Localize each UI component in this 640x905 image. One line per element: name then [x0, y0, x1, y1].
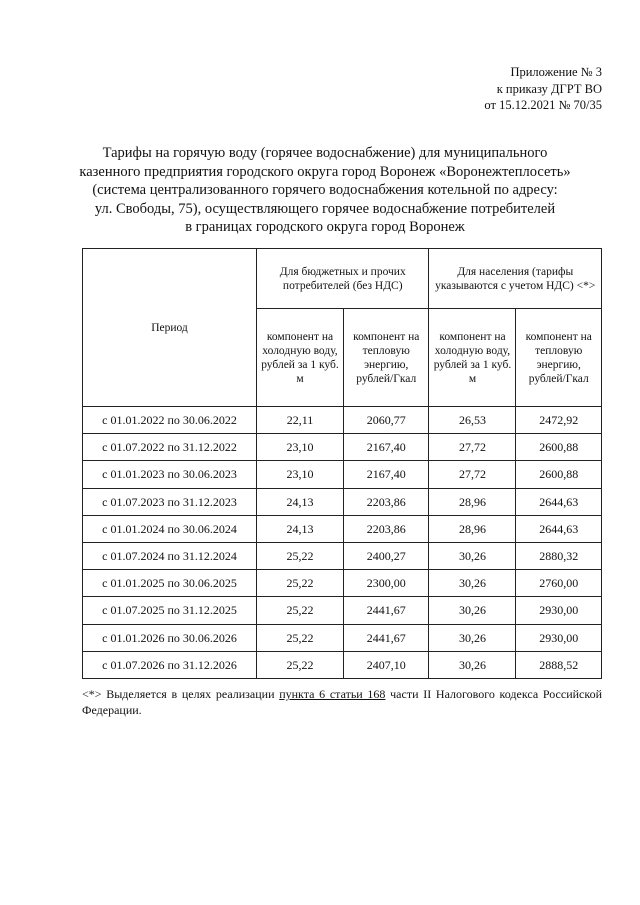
budget-heat-energy-cell: 2167,40: [343, 461, 429, 488]
population-cold-water-cell: 28,96: [429, 515, 516, 542]
budget-heat-energy-header: компонент на тепловую энергию, рублей/Гкал: [343, 309, 429, 407]
period-cell: с 01.07.2024 по 31.12.2024: [83, 542, 257, 569]
period-cell: с 01.01.2023 по 30.06.2023: [83, 461, 257, 488]
table-row: [83, 515, 602, 542]
period-cell: с 01.07.2025 по 31.12.2025: [83, 597, 257, 624]
population-cold-water-cell: 27,72: [429, 461, 516, 488]
budget-cold-water-cell: 24,13: [257, 515, 344, 542]
budget-cold-water-header: компонент на холодную воду, рублей за 1 куб. м: [257, 309, 344, 407]
budget-group-header: Для бюджетных и прочих потребителей (без НДС): [257, 249, 429, 309]
budget-heat-energy-cell: 2203,86: [343, 515, 429, 542]
title-line: казенного предприятия городского округа город Воронеж «Воронежтеплосеть»: [79, 163, 571, 180]
budget-cold-water-cell: 24,13: [257, 488, 344, 515]
footnote-text: <*> Выделяется в целях реализации: [82, 687, 280, 701]
budget-cold-water-cell: 23,10: [257, 461, 344, 488]
table-row: [83, 542, 602, 569]
period-cell: с 01.01.2026 по 30.06.2026: [83, 624, 257, 651]
population-cold-water-cell: 30,26: [429, 570, 516, 597]
period-cell: с 01.07.2026 по 31.12.2026: [83, 651, 257, 678]
budget-heat-energy-cell: 2203,86: [343, 488, 429, 515]
footnote: [82, 686, 602, 718]
population-cold-water-cell: 30,26: [429, 597, 516, 624]
period-cell: с 01.01.2022 по 30.06.2022: [83, 407, 257, 434]
budget-heat-energy-cell: 2441,67: [343, 597, 429, 624]
population-heat-energy-cell: 2880,32: [516, 542, 602, 569]
population-cold-water-cell: 30,26: [429, 651, 516, 678]
table-row: [83, 461, 602, 488]
tariff-table: [82, 248, 602, 679]
appendix-line: Приложение № 3: [510, 65, 602, 79]
tax-code-link[interactable]: пункта 6 статьи 168: [279, 687, 386, 701]
budget-cold-water-cell: 25,22: [257, 570, 344, 597]
budget-heat-energy-cell: 2407,10: [343, 651, 429, 678]
population-cold-water-cell: 26,53: [429, 407, 516, 434]
title-line: в границах городского округа город Воронеж: [185, 219, 465, 235]
population-heat-energy-cell: 2930,00: [516, 597, 602, 624]
budget-heat-energy-cell: 2060,77: [343, 407, 429, 434]
population-group-header: Для населения (тарифы указываются с учетом НДС) <*>: [429, 249, 602, 309]
period-cell: с 01.01.2025 по 30.06.2025: [83, 570, 257, 597]
budget-cold-water-cell: 25,22: [257, 624, 344, 651]
table-row: [83, 624, 602, 651]
population-cold-water-cell: 30,26: [429, 542, 516, 569]
budget-cold-water-cell: 25,22: [257, 651, 344, 678]
table-row: [83, 597, 602, 624]
appendix-reference: [402, 64, 602, 114]
table-row: [83, 407, 602, 434]
population-heat-energy-cell: 2930,00: [516, 624, 602, 651]
title-line: (система централизованного горячего водоснабжения котельной по адресу:: [92, 182, 558, 198]
population-cold-water-header: компонент на холодную воду, рублей за 1 куб. м: [429, 309, 516, 407]
budget-heat-energy-cell: 2167,40: [343, 434, 429, 461]
population-cold-water-cell: 27,72: [429, 434, 516, 461]
title-line: ул. Свободы, 75), осуществляющего горячее водоснабжение потребителей: [94, 200, 556, 217]
population-heat-energy-cell: 2644,63: [516, 515, 602, 542]
table-row: [83, 488, 602, 515]
population-heat-energy-header: компонент на тепловую энергию, рублей/Гкал: [516, 309, 602, 407]
population-heat-energy-cell: 2600,88: [516, 461, 602, 488]
population-heat-energy-cell: 2888,52: [516, 651, 602, 678]
title-line: Тарифы на горячую воду (горячее водоснабжение) для муниципального: [102, 145, 548, 161]
period-cell: с 01.07.2022 по 31.12.2022: [83, 434, 257, 461]
period-cell: с 01.01.2024 по 30.06.2024: [83, 515, 257, 542]
table-body: [83, 407, 602, 679]
population-heat-energy-cell: 2600,88: [516, 434, 602, 461]
table-row: [83, 570, 602, 597]
population-cold-water-cell: 30,26: [429, 624, 516, 651]
document-title: [60, 144, 590, 237]
budget-cold-water-cell: 25,22: [257, 597, 344, 624]
period-column-header: Период: [83, 249, 257, 407]
population-cold-water-cell: 28,96: [429, 488, 516, 515]
budget-cold-water-cell: 23,10: [257, 434, 344, 461]
budget-cold-water-cell: 25,22: [257, 542, 344, 569]
table-row: [83, 434, 602, 461]
budget-heat-energy-cell: 2400,27: [343, 542, 429, 569]
budget-cold-water-cell: 22,11: [257, 407, 344, 434]
period-cell: с 01.07.2023 по 31.12.2023: [83, 488, 257, 515]
footnote-text: части II Налогового кодекса Российской Федерации.: [82, 687, 603, 717]
appendix-line: от 15.12.2021 № 70/35: [484, 98, 602, 112]
budget-heat-energy-cell: 2441,67: [343, 624, 429, 651]
budget-heat-energy-cell: 2300,00: [343, 570, 429, 597]
population-heat-energy-cell: 2472,92: [516, 407, 602, 434]
population-heat-energy-cell: 2644,63: [516, 488, 602, 515]
appendix-line: к приказу ДГРТ ВО: [496, 81, 602, 96]
population-heat-energy-cell: 2760,00: [516, 570, 602, 597]
table-header: [83, 249, 602, 407]
table-row: [83, 651, 602, 678]
